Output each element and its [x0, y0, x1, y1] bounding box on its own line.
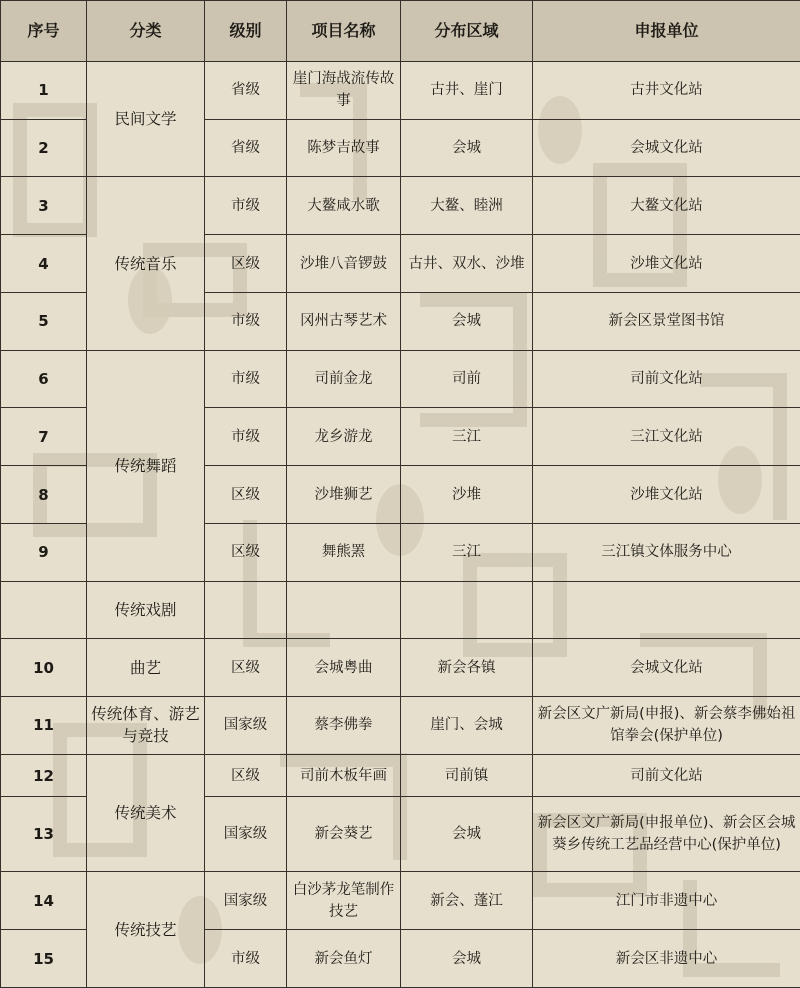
area-cell: 会城 [401, 797, 533, 872]
level-cell: 市级 [205, 408, 287, 466]
header-no: 序号 [1, 1, 87, 62]
level-cell: 区级 [205, 754, 287, 797]
area-cell: 会城 [401, 930, 533, 988]
unit-cell: 三江镇文体服务中心 [533, 523, 800, 581]
unit-cell: 新会区非遗中心 [533, 930, 800, 988]
unit-cell: 沙堆文化站 [533, 466, 800, 524]
level-cell: 国家级 [205, 872, 287, 930]
level-cell: 区级 [205, 235, 287, 293]
level-cell: 省级 [205, 119, 287, 177]
row-number: 9 [1, 523, 87, 581]
area-cell: 古井、崖门 [401, 62, 533, 120]
category-cell: 传统技艺 [87, 872, 205, 988]
area-cell: 三江 [401, 408, 533, 466]
area-cell: 新会、蓬江 [401, 872, 533, 930]
project-name-cell: 冈州古琴艺术 [287, 292, 401, 350]
project-name-cell: 崖门海战流传故事 [287, 62, 401, 120]
level-cell: 市级 [205, 350, 287, 408]
row-number: 4 [1, 235, 87, 293]
category-cell: 曲艺 [87, 639, 205, 697]
category-cell: 传统音乐 [87, 177, 205, 350]
level-cell: 区级 [205, 523, 287, 581]
level-cell: 市级 [205, 930, 287, 988]
level-cell: 省级 [205, 62, 287, 120]
unit-cell: 司前文化站 [533, 754, 800, 797]
table-row-empty [1, 581, 800, 639]
row-number: 11 [1, 697, 87, 755]
table-row [1, 872, 800, 930]
row-number: 10 [1, 639, 87, 697]
unit-cell-empty [533, 581, 800, 639]
project-name-cell: 大鳌咸水歌 [287, 177, 401, 235]
header-level: 级别 [205, 1, 287, 62]
table-row [1, 697, 800, 755]
level-cell: 区级 [205, 466, 287, 524]
category-cell: 传统体育、游艺与竞技 [87, 697, 205, 755]
area-cell: 沙堆 [401, 466, 533, 524]
level-cell: 区级 [205, 639, 287, 697]
table-row [1, 639, 800, 697]
unit-cell: 新会区文广新局(申报单位)、新会区会城葵乡传统工艺品经营中心(保护单位) [533, 797, 800, 872]
area-cell: 三江 [401, 523, 533, 581]
project-name-cell: 新会葵艺 [287, 797, 401, 872]
row-number: 12 [1, 754, 87, 797]
row-number-empty [1, 581, 87, 639]
area-cell: 司前 [401, 350, 533, 408]
project-name-cell: 司前金龙 [287, 350, 401, 408]
table-row [1, 754, 800, 797]
unit-cell: 会城文化站 [533, 639, 800, 697]
header-unit: 申报单位 [533, 1, 800, 62]
row-number: 15 [1, 930, 87, 988]
area-cell: 崖门、会城 [401, 697, 533, 755]
unit-cell: 古井文化站 [533, 62, 800, 120]
project-name-cell: 新会鱼灯 [287, 930, 401, 988]
category-cell: 传统戏剧 [87, 581, 205, 639]
row-number: 5 [1, 292, 87, 350]
row-number: 6 [1, 350, 87, 408]
level-cell: 国家级 [205, 797, 287, 872]
unit-cell: 三江文化站 [533, 408, 800, 466]
project-name-cell: 沙堆狮艺 [287, 466, 401, 524]
category-cell: 民间文学 [87, 62, 205, 177]
level-cell: 市级 [205, 292, 287, 350]
row-number: 8 [1, 466, 87, 524]
project-name-cell-empty [287, 581, 401, 639]
level-cell: 市级 [205, 177, 287, 235]
header-area: 分布区域 [401, 1, 533, 62]
area-cell: 大鳌、睦洲 [401, 177, 533, 235]
table-row [1, 350, 800, 408]
category-cell: 传统美术 [87, 754, 205, 872]
row-number: 14 [1, 872, 87, 930]
unit-cell: 江门市非遗中心 [533, 872, 800, 930]
project-name-cell: 会城粤曲 [287, 639, 401, 697]
unit-cell: 大鳌文化站 [533, 177, 800, 235]
project-name-cell: 陈梦吉故事 [287, 119, 401, 177]
unit-cell: 司前文化站 [533, 350, 800, 408]
row-number: 2 [1, 119, 87, 177]
row-number: 3 [1, 177, 87, 235]
header-project-name: 项目名称 [287, 1, 401, 62]
table-row [1, 62, 800, 120]
category-cell: 传统舞蹈 [87, 350, 205, 581]
row-number: 7 [1, 408, 87, 466]
unit-cell: 新会区文广新局(申报)、新会蔡李佛始祖馆拳会(保护单位) [533, 697, 800, 755]
row-number: 1 [1, 62, 87, 120]
table-row [1, 177, 800, 235]
header-row [1, 1, 800, 62]
unit-cell: 新会区景堂图书馆 [533, 292, 800, 350]
area-cell: 司前镇 [401, 754, 533, 797]
level-cell-empty [205, 581, 287, 639]
area-cell-empty [401, 581, 533, 639]
unit-cell: 会城文化站 [533, 119, 800, 177]
project-name-cell: 白沙茅龙笔制作技艺 [287, 872, 401, 930]
project-name-cell: 沙堆八音锣鼓 [287, 235, 401, 293]
unit-cell: 沙堆文化站 [533, 235, 800, 293]
row-number: 13 [1, 797, 87, 872]
project-name-cell: 舞熊罴 [287, 523, 401, 581]
area-cell: 古井、双水、沙堆 [401, 235, 533, 293]
area-cell: 会城 [401, 292, 533, 350]
level-cell: 国家级 [205, 697, 287, 755]
project-name-cell: 龙乡游龙 [287, 408, 401, 466]
header-category: 分类 [87, 1, 205, 62]
area-cell: 会城 [401, 119, 533, 177]
project-name-cell: 司前木板年画 [287, 754, 401, 797]
project-name-cell: 蔡李佛拳 [287, 697, 401, 755]
area-cell: 新会各镇 [401, 639, 533, 697]
